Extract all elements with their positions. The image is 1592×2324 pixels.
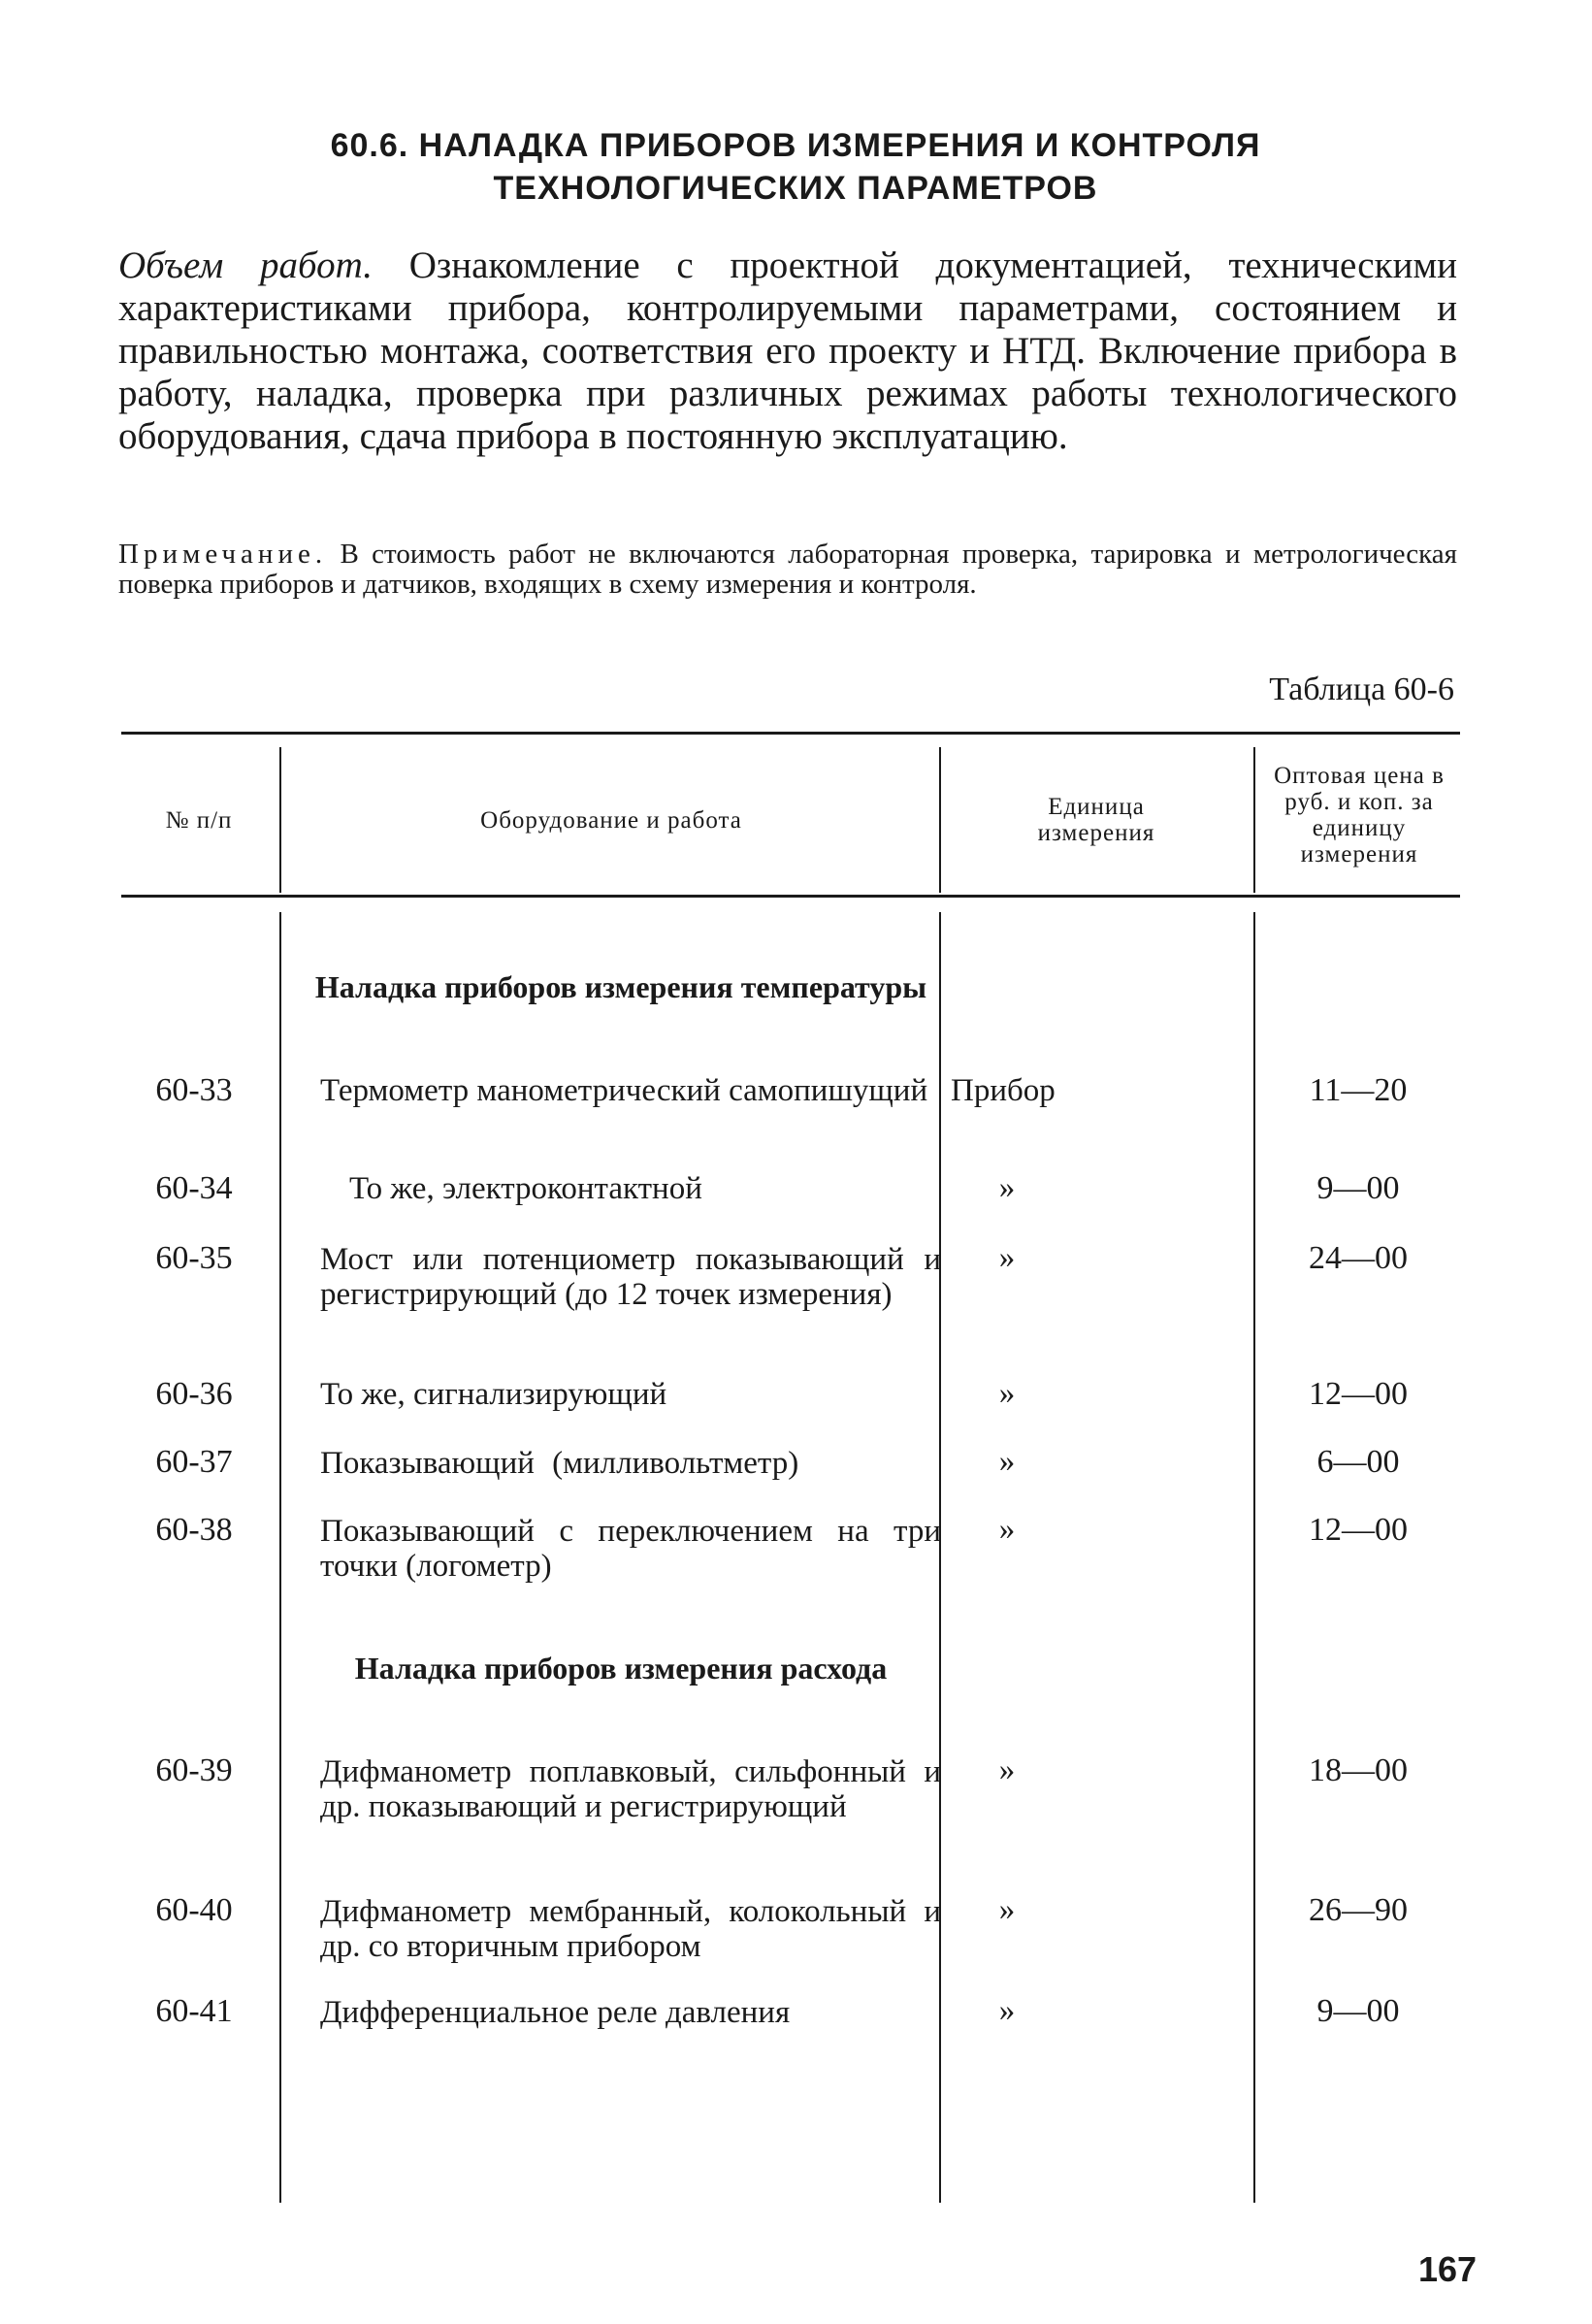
row-description: Мост или потенциометр показывающий и регистрирующий (до 12 точек измерения) [320, 1242, 941, 1312]
note-text: В стоимость работ не включаются лабораторная проверка, тарировка и метрологическая поверка приборов и датчиков, входящих в схему измерения и контроля. [118, 539, 1457, 600]
row-unit: » [998, 1170, 1016, 1205]
note-label: Примечание. [118, 539, 328, 570]
row-number: 60-35 [155, 1240, 233, 1276]
row-price: 18—00 [1309, 1752, 1408, 1788]
section-title [116, 124, 1475, 210]
row-unit: » [998, 1376, 1016, 1411]
row-description: Дифманометр поплавковый, сильфонный и др. показывающий и регистрирующий [320, 1754, 941, 1824]
row-price: 6—00 [1316, 1444, 1400, 1480]
row-number: 60-40 [155, 1892, 233, 1928]
title-line-2: ТЕХНОЛОГИЧЕСКИХ ПАРАМЕТРОВ [493, 170, 1098, 207]
page-number: 167 [1418, 2249, 1478, 2289]
row-unit: » [998, 1993, 1016, 2028]
row-number: 60-34 [155, 1170, 233, 1206]
row-number: 60-33 [155, 1072, 233, 1108]
row-description: То же, сигнализирующий [320, 1377, 667, 1412]
header-divider-2 [939, 747, 941, 893]
row-price: 12—00 [1309, 1512, 1408, 1548]
row-number: 60-39 [155, 1752, 233, 1788]
row-price: 11—20 [1309, 1072, 1408, 1108]
header-price: Оптовая цена в руб. и коп. за единицу измерения [1274, 763, 1445, 867]
body-divider-3 [1253, 912, 1255, 2203]
scope-of-work-paragraph [118, 245, 1457, 458]
section-heading-flow: Наладка приборов измерения расхода [354, 1651, 888, 1686]
row-price: 9—00 [1316, 1993, 1400, 2029]
header-num: № п/п [165, 807, 233, 834]
header-divider-3 [1253, 747, 1255, 893]
header-unit: Единица измерения [1037, 794, 1155, 846]
note-paragraph [118, 540, 1457, 600]
row-unit: » [998, 1444, 1016, 1479]
row-unit: » [998, 1752, 1016, 1787]
row-price: 24—00 [1309, 1240, 1408, 1276]
row-description: То же, электроконтактной [349, 1171, 702, 1206]
row-description: Показывающий с переключением на три точки (логометр) [320, 1514, 941, 1584]
row-number: 60-36 [155, 1376, 233, 1412]
row-description: Дифференциальное реле давления [320, 1995, 791, 2030]
table-caption: Таблица 60-6 [1269, 671, 1454, 707]
row-description: Дифманометр мембранный, колокольный и др. со вторичным прибором [320, 1894, 941, 1964]
header-divider-1 [279, 747, 281, 893]
row-unit: » [998, 1512, 1016, 1547]
body-divider-1 [279, 912, 281, 2203]
row-description: Показывающий (милливольтметр) [320, 1446, 799, 1481]
row-number: 60-38 [155, 1512, 233, 1548]
section-heading-temperature: Наладка приборов измерения температуры [314, 969, 927, 1004]
table-header-rule [121, 895, 1460, 898]
row-description: Термометр манометрический самопишущий [320, 1073, 928, 1108]
row-price: 9—00 [1316, 1170, 1400, 1206]
row-unit: » [998, 1240, 1016, 1275]
header-equipment: Оборудование и работа [480, 807, 742, 834]
row-number: 60-37 [155, 1444, 233, 1480]
row-unit: » [998, 1892, 1016, 1927]
row-price: 12—00 [1309, 1376, 1408, 1412]
scope-text: Ознакомление с проектной документацией, техническими характеристиками прибора, контролируемыми параметрами, состоянием и правильностью монтажа, соответствия его проекту и НТД. Включение прибора в работу, наладка, проверка при различных режимах работы технологического оборудования, сдача прибора в постоянную эксплуатацию. [118, 245, 1457, 457]
title-line-1: 60.6. НАЛАДКА ПРИБОРОВ ИЗМЕРЕНИЯ И КОНТРОЛЯ [330, 127, 1261, 164]
row-unit: Прибор [951, 1073, 1056, 1108]
table-top-rule [121, 732, 1460, 735]
row-number: 60-41 [155, 1993, 233, 2029]
scope-lead: Объем работ. [118, 245, 373, 286]
row-price: 26—90 [1309, 1892, 1408, 1928]
